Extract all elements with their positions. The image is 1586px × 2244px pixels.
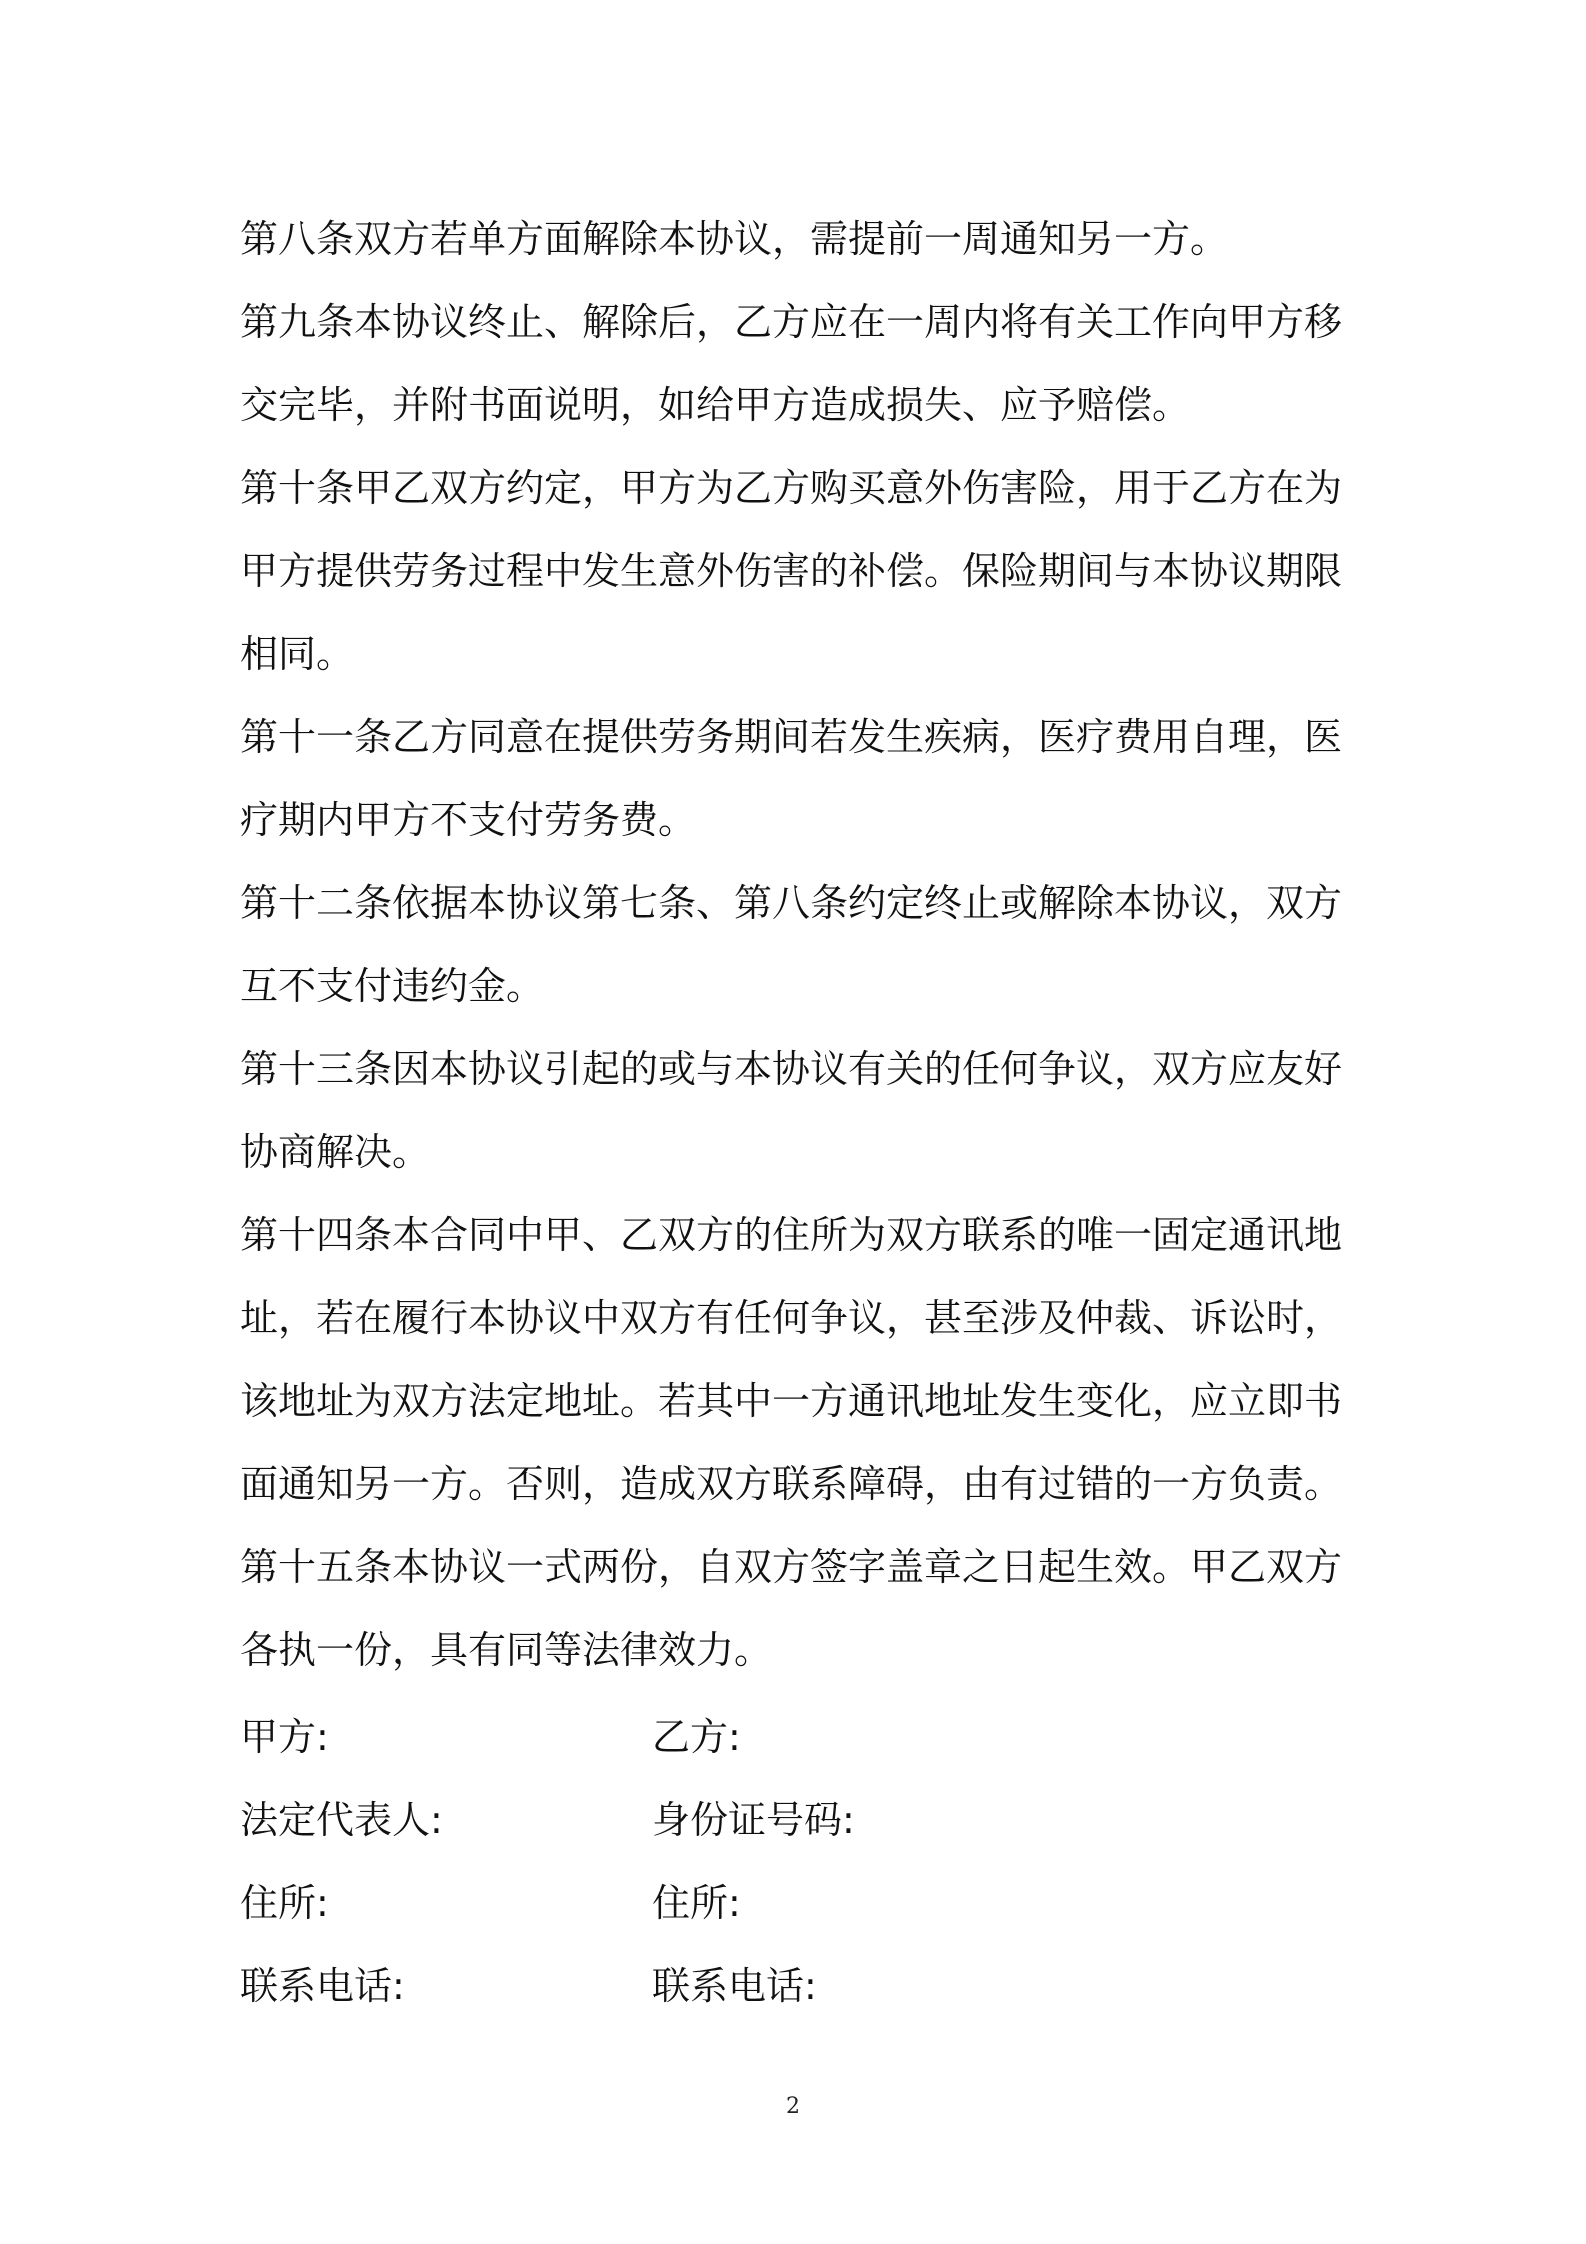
- legal-rep-label: 法定代表人:: [240, 1798, 443, 1842]
- signature-row-party: [240, 1692, 1360, 1775]
- clause-8: 第八条双方若单方面解除本协议，需提前一周通知另一方。: [240, 217, 1229, 261]
- page-number: 2: [786, 2094, 800, 2119]
- clause-12: 第十二条依据本协议第七条、第八条约定终止或解除本协议，双方互不支付违约金。: [240, 881, 1343, 1008]
- clause-9: 第九条本协议终止、解除后，乙方应在一周内将有关工作向甲方移交完毕，并附书面说明，如给甲方造成损失、应予赔偿。: [240, 300, 1343, 427]
- party-b-phone-label: 联系电话:: [652, 1964, 817, 2008]
- signature-row-address: [240, 1858, 1360, 1941]
- party-b-address-label: 住所:: [652, 1881, 741, 1925]
- clause-15: 第十五条本协议一式两份，自双方签字盖章之日起生效。甲乙双方各执一份，具有同等法律效力。: [240, 1545, 1343, 1672]
- clause-14: 第十四条本合同中甲、乙双方的住所为双方联系的唯一固定通讯地址，若在履行本协议中双方有任何争议，甚至涉及仲裁、诉讼时，该地址为双方法定地址。若其中一方通讯地址发生变化，应立即书面通知另一方。否则，造成双方联系障碍，由有过错的一方负责。: [240, 1213, 1343, 1506]
- clause-10: 第十条甲乙双方约定，甲方为乙方购买意外伤害险，用于乙方在为甲方提供劳务过程中发生意外伤害的补偿。保险期间与本协议期限相同。: [240, 466, 1343, 676]
- party-a-label: 甲方:: [240, 1715, 329, 1759]
- party-b-label: 乙方:: [652, 1715, 741, 1759]
- party-a-address-label: 住所:: [240, 1881, 329, 1925]
- clause-13: 第十三条因本协议引起的或与本协议有关的任何争议，双方应友好协商解决。: [240, 1047, 1343, 1174]
- signature-row-rep: [240, 1775, 1360, 1858]
- party-a-phone-label: 联系电话:: [240, 1964, 405, 2008]
- signature-row-phone: [240, 1941, 1360, 2024]
- clause-11: 第十一条乙方同意在提供劳务期间若发生疾病，医疗费用自理，医疗期内甲方不支付劳务费。: [240, 715, 1343, 842]
- document-body: [240, 198, 1360, 2024]
- signature-block: [240, 1692, 1360, 2024]
- id-number-label: 身份证号码:: [652, 1798, 855, 1842]
